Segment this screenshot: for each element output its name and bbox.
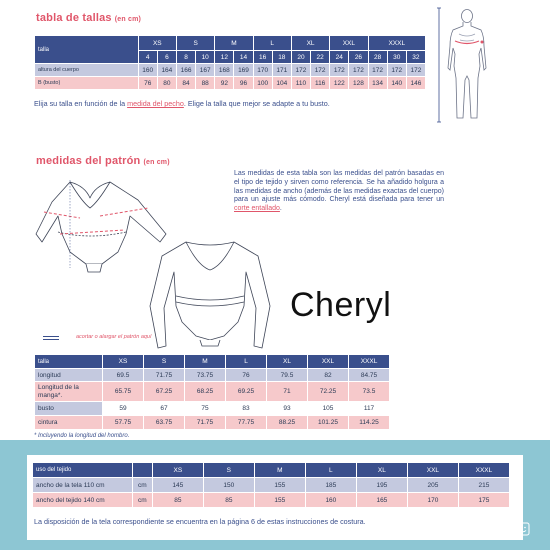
pattern-col-m: M [185, 355, 226, 369]
cell: 128 [349, 77, 368, 90]
cell: 92 [215, 77, 234, 90]
pattern-col-xs: XS [103, 355, 144, 369]
pattern-unit: (en cm) [143, 159, 170, 166]
cell: 75 [185, 402, 226, 416]
row-label: longitud [35, 369, 103, 382]
cell: 117 [349, 402, 390, 416]
cell: 83 [226, 402, 267, 416]
cell: 171 [272, 64, 291, 77]
pattern-col-s: S [144, 355, 185, 369]
cell: 168 [215, 64, 234, 77]
cell: 72.25 [308, 382, 349, 402]
pattern-explanation [234, 170, 444, 214]
size-col-m: M [215, 36, 253, 51]
pattern-table-header [35, 355, 390, 369]
sub-size: 24 [330, 51, 349, 64]
cell: 82 [308, 369, 349, 382]
cell: 140 [387, 77, 406, 90]
sub-size: 26 [349, 51, 368, 64]
sub-size: 18 [272, 51, 291, 64]
size-table [34, 35, 426, 90]
cell: 76 [226, 369, 267, 382]
product-name: Cheryl [290, 286, 392, 324]
size-table-title [36, 12, 141, 24]
size-col-xxl: XXL [330, 36, 368, 51]
cell: 84.75 [349, 369, 390, 382]
fabric-col-m: M [254, 463, 305, 478]
cell: 76 [138, 77, 157, 90]
table-row [35, 402, 390, 416]
pattern-table [34, 354, 390, 430]
row-label: ancho de la tela 110 cm [33, 478, 133, 493]
fabric-col-l: L [305, 463, 356, 478]
fabric-col-s: S [203, 463, 254, 478]
cell: 205 [407, 478, 458, 493]
cell: 71.75 [144, 369, 185, 382]
cell: 114.25 [349, 416, 390, 430]
cell: 166 [176, 64, 195, 77]
smiley-icon [516, 522, 530, 536]
size-col-xl: XL [291, 36, 329, 51]
fabric-table-header [33, 463, 510, 478]
row-label: Longitud de la manga*. [35, 382, 103, 402]
pattern-paragraph: Las medidas de esta tabla son las medidas del patrón basadas en el tipo de tejido y sirven como referencia. Se ha añadido holgura a las medidas de ancho (además de las medidas exactas del cuerpo) para un ajuste más cómodo. Cheryl está diseñada para tener un [234, 170, 444, 204]
sub-size: 12 [215, 51, 234, 64]
fabric-col-xs: XS [152, 463, 203, 478]
cell: 68.25 [185, 382, 226, 402]
size-col-l: L [253, 36, 291, 51]
table-row [35, 369, 390, 382]
cell: 67.25 [144, 382, 185, 402]
fitted-cut-link[interactable]: corte entallado [234, 205, 280, 213]
cell: 122 [330, 77, 349, 90]
cell: 172 [311, 64, 330, 77]
chest-measure-link[interactable]: medida del pecho [127, 99, 184, 108]
size-table-note [34, 99, 330, 108]
cell: 155 [254, 493, 305, 508]
sub-size: 8 [176, 51, 195, 64]
unit-cell: cm [132, 478, 152, 493]
cell: 71.75 [185, 416, 226, 430]
sub-size: 32 [406, 51, 425, 64]
table-row [35, 64, 426, 77]
sub-size: 28 [368, 51, 387, 64]
fabric-table-corner: uso del tejido [33, 463, 133, 478]
cell: 100 [253, 77, 272, 90]
size-table-title-text: tabla de tallas [36, 12, 112, 24]
note-text-suffix: . Elige la talla que mejor se adapte a tu busto. [183, 99, 330, 108]
cell: 79.5 [267, 369, 308, 382]
pattern-paragraph-end: . [279, 205, 282, 213]
cell: 172 [330, 64, 349, 77]
cell: 88 [196, 77, 215, 90]
cell: 167 [196, 64, 215, 77]
cell: 172 [387, 64, 406, 77]
row-label: cintura [35, 416, 103, 430]
pattern-col-l: L [226, 355, 267, 369]
cell: 73.5 [349, 382, 390, 402]
cell: 170 [407, 493, 458, 508]
pattern-section-title [36, 155, 170, 167]
cell: 57.75 [103, 416, 144, 430]
cell: 96 [234, 77, 253, 90]
cell: 85 [152, 493, 203, 508]
row-label: busto [35, 402, 103, 416]
sub-size: 20 [291, 51, 310, 64]
cell: 170 [253, 64, 272, 77]
cell: 185 [305, 478, 356, 493]
pattern-col-xxxl: XXXL [349, 355, 390, 369]
sub-size: 16 [253, 51, 272, 64]
cell: 160 [305, 493, 356, 508]
note-text: Elija su talla en función de la [34, 99, 126, 108]
adjust-legend-line [43, 336, 59, 340]
size-table-corner: talla [35, 36, 139, 64]
pattern-table-corner: talla [35, 355, 103, 369]
table-row [33, 493, 510, 508]
pattern-title-text: medidas del patrón [36, 155, 141, 167]
cell: 215 [458, 478, 509, 493]
sub-size: 4 [138, 51, 157, 64]
cell: 71 [267, 382, 308, 402]
cell: 69.5 [103, 369, 144, 382]
table-row [35, 416, 390, 430]
row-label: B (busto) [35, 77, 139, 90]
cell: 146 [406, 77, 425, 90]
table-row [33, 478, 510, 493]
cell: 65.75 [103, 382, 144, 402]
cell: 172 [291, 64, 310, 77]
sub-size: 6 [157, 51, 176, 64]
pattern-footnote: * Incluyendo la longitud del hombro. [34, 433, 130, 439]
cell: 165 [356, 493, 407, 508]
fabric-col-xxxl: XXXL [458, 463, 509, 478]
cell: 59 [103, 402, 144, 416]
cell: 85 [203, 493, 254, 508]
pattern-col-xl: XL [267, 355, 308, 369]
cell: 69.25 [226, 382, 267, 402]
pattern-col-xxl: XXL [308, 355, 349, 369]
cell: 175 [458, 493, 509, 508]
table-row [35, 382, 390, 402]
cell: 160 [138, 64, 157, 77]
cell: 164 [157, 64, 176, 77]
cell: 172 [368, 64, 387, 77]
fabric-note: La disposición de la tela correspondiente se encuentra en la página 6 de estas instrucciones de costura. [34, 517, 366, 526]
fabric-table [32, 462, 510, 508]
cell: 116 [311, 77, 330, 90]
size-col-xxxl: XXXL [368, 36, 425, 51]
cell: 172 [349, 64, 368, 77]
adjust-legend-text: acortar o alargar el patrón aquí [76, 334, 152, 340]
cell: 93 [267, 402, 308, 416]
cell: 101.25 [308, 416, 349, 430]
sub-size: 30 [387, 51, 406, 64]
fabric-unit-col [132, 463, 152, 478]
fabric-col-xxl: XXL [407, 463, 458, 478]
cell: 195 [356, 478, 407, 493]
row-label: ancho del tejido 140 cm [33, 493, 133, 508]
size-col-s: S [176, 36, 214, 51]
cell: 110 [291, 77, 310, 90]
size-col-xs: XS [138, 36, 176, 51]
cell: 104 [272, 77, 291, 90]
unit-cell: cm [132, 493, 152, 508]
cell: 88.25 [267, 416, 308, 430]
cell: 155 [254, 478, 305, 493]
cell: 105 [308, 402, 349, 416]
cell: 150 [203, 478, 254, 493]
cell: 145 [152, 478, 203, 493]
cell: 84 [176, 77, 195, 90]
fabric-col-xl: XL [356, 463, 407, 478]
cell: 63.75 [144, 416, 185, 430]
cell: 80 [157, 77, 176, 90]
row-label: altura del cuerpo [35, 64, 139, 77]
bodysuit-front-sketch [140, 236, 280, 356]
cell: 134 [368, 77, 387, 90]
cell: 172 [406, 64, 425, 77]
sub-size: 14 [234, 51, 253, 64]
cell: 73.75 [185, 369, 226, 382]
sub-size: 10 [196, 51, 215, 64]
cell: 77.75 [226, 416, 267, 430]
cell: 67 [144, 402, 185, 416]
cell: 169 [234, 64, 253, 77]
table-row [35, 77, 426, 90]
sub-size: 22 [311, 51, 330, 64]
body-measure-figure [437, 6, 497, 126]
size-table-unit: (en cm) [114, 16, 142, 23]
